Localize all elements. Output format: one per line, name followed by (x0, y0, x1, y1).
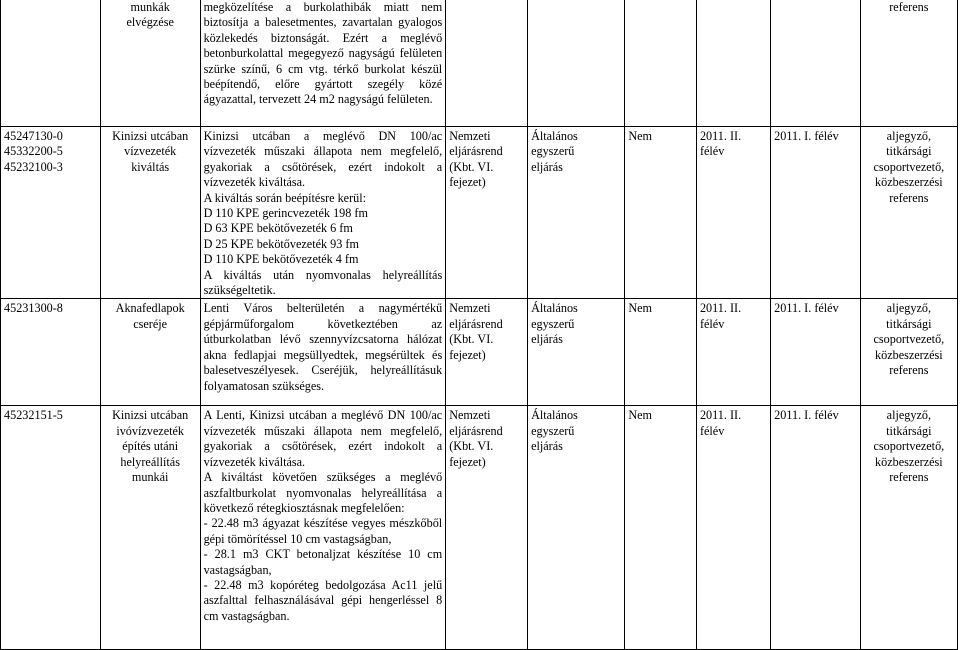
cell-text: 45231300-8 (4, 301, 63, 316)
cell-text: ivóvízvezeték (116, 423, 185, 438)
description-cell (200, 0, 446, 127)
cell-text: eljárás (531, 159, 563, 174)
start-period-cell (696, 0, 770, 127)
procedure-type-cell (528, 299, 625, 406)
cell-text: csoportvezető, (873, 439, 945, 454)
cell-text: közbeszerzési (875, 347, 943, 362)
procedure-type-cell (528, 127, 625, 299)
cell-text: (Kbt. VI. (449, 439, 494, 454)
cell-text: (Kbt. VI. (449, 332, 494, 347)
responsible-cell (860, 406, 957, 650)
cell-text: 45247130-0 (4, 129, 63, 143)
end-period-cell (771, 0, 861, 127)
cell-text: helyreállítás (120, 454, 180, 469)
cell-text: Nem (628, 301, 653, 316)
description-cell (200, 127, 446, 299)
cell-text: Általános (531, 301, 578, 316)
cell-text: közbeszerzési (875, 454, 943, 469)
cell-text: Nemzeti (449, 129, 491, 143)
cpv-code-cell (1, 299, 101, 406)
cell-text: - 28.1 m3 CKT betonaljzat készítése 10 cm vastagságban, (203, 547, 443, 577)
table-row (1, 0, 958, 127)
cell-text: 2011. II. félév (699, 408, 742, 438)
cell-text: munkák (130, 0, 170, 14)
cell-text: egyszerű (531, 423, 575, 438)
end-period-cell (771, 127, 861, 299)
cell-text: aljegyző, (886, 408, 932, 423)
cell-text: Kinizsi utcában (112, 408, 189, 423)
end-period-cell (771, 406, 861, 650)
cell-text: - 22.48 m3 kopóréteg bedolgozása Ac11 jelű aszfalttal felhasználásával gépi hengerléssel 8 cm vastagságban. (203, 577, 443, 623)
procedure-rule-cell (446, 406, 528, 650)
cpv-code-cell (1, 0, 101, 127)
cell-text: építés utáni (122, 439, 179, 454)
cell-text: fejezet) (449, 175, 486, 190)
start-period-cell (696, 127, 770, 299)
cell-text: aljegyző, (886, 301, 932, 316)
eu-flag-cell (625, 127, 697, 299)
cell-text: A kiváltás után nyomvonalas helyreállítás szükségeltetik. (203, 267, 443, 298)
cell-text: közbeszerzési (875, 175, 943, 190)
item-name-cell (100, 406, 200, 650)
cell-text: eljárás (531, 332, 563, 347)
cpv-code-cell (1, 406, 101, 650)
start-period-cell (696, 299, 770, 406)
eu-flag-cell (625, 406, 697, 650)
cell-text: Lenti Város belterületén a nagymértékű gépjárműforgalom következtében az útburkolatban lévő szennyvízcsatorna hálózat akna fedlapjai megsüllyedtek, megsérültek és balesetveszélyesek. Cseréjük, helyreállításuk folyamatosan szükséges. (203, 301, 443, 393)
cell-text: 45332200-5 (4, 144, 63, 159)
cell-text: csoportvezető, (873, 159, 945, 174)
start-period-cell (696, 406, 770, 650)
cell-text: referens (889, 190, 929, 205)
cell-text: fejezet) (449, 347, 486, 362)
cell-text: Nemzeti (449, 301, 491, 316)
cell-text: A Lenti, Kinizsi utcában a meglévő DN 100/ac vízvezeték műszaki állapota nem megfelelő, gyakoriak a csőtörések, ezért indokolt a vízvezeték kiváltása. (203, 408, 443, 469)
cpv-code-cell (1, 127, 101, 299)
cell-text: egyszerű (531, 144, 575, 159)
cell-text: titkársági (886, 144, 932, 159)
cell-text: D 25 KPE bekötővezeték 93 fm (203, 236, 359, 251)
table-row (1, 127, 958, 299)
cell-text: aljegyző, (886, 129, 932, 143)
responsible-cell (860, 0, 957, 127)
cell-text: cseréje (133, 316, 168, 331)
cell-text: - 22.48 m3 ágyazat készítése vegyes mészkőből gépi tömörítéssel 10 cm vastagságban, (203, 516, 443, 546)
cell-text: D 63 KPE bekötővezeték 6 fm (203, 221, 353, 236)
cell-text: D 110 KPE bekötővezeték 4 fm (203, 252, 359, 267)
end-period-cell (771, 299, 861, 406)
cell-text: A kiváltást követően szükséges a meglévő aszfaltburkolat nyomvonalas helyreállítása a következő rétegkiosztásnak megfelelően: (203, 470, 443, 515)
responsible-cell (860, 299, 957, 406)
item-name-cell (100, 127, 200, 299)
cell-text: fejezet) (449, 454, 486, 469)
cell-text: 2011. II. félév (699, 301, 742, 331)
item-name-cell (100, 0, 200, 127)
cell-text: eljárásrend (449, 423, 503, 438)
cell-text: 2011. I. félév (774, 408, 839, 423)
cell-text: referens (889, 0, 929, 14)
cell-text: A kiváltás során beépítésre kerül: (203, 190, 367, 205)
cell-text: csoportvezető, (873, 332, 945, 347)
cell-text: Nem (628, 129, 653, 143)
cell-text: 2011. II. félév (699, 129, 742, 159)
cell-text: Nem (628, 408, 653, 423)
cell-text: eljárásrend (449, 144, 503, 159)
cell-text: kiváltás (131, 159, 170, 174)
cell-text: Aknafedlapok (115, 301, 185, 316)
procedure-rule-cell (446, 299, 528, 406)
table-row (1, 299, 958, 406)
cell-text: Nemzeti (449, 408, 491, 423)
description-cell (200, 299, 446, 406)
procedure-type-cell (528, 0, 625, 127)
item-name-cell (100, 299, 200, 406)
cell-text: eljárás (531, 439, 563, 454)
cell-text: Általános (531, 408, 578, 423)
cell-text: 45232100-3 (4, 159, 63, 174)
cell-text: 45232151-5 (4, 408, 63, 423)
cell-text: munkái (131, 470, 169, 485)
cell-text: eljárásrend (449, 316, 503, 331)
cell-text: megközelítése a burkolathibák miatt nem biztosítja a balesetmentes, zavartalan gyalogos közlekedés biztonságát. Ezért a meglévő betonburkolattal megegyező nagyságú felületen szürke színű, 6 cm vtg. térkő burkolat készül beépítendő, előre gyártott szegély közé ágyazattal, tervezett 24 m2 nagyságú felületen. (203, 0, 443, 107)
table-row (1, 406, 958, 650)
cell-text: elvégzése (126, 15, 174, 30)
cell-text: egyszerű (531, 316, 575, 331)
cell-text: titkársági (886, 316, 932, 331)
procedure-type-cell (528, 406, 625, 650)
cell-text: referens (889, 363, 929, 378)
cell-text: (Kbt. VI. (449, 159, 494, 174)
cell-text: 2011. I. félév (774, 301, 839, 316)
procedure-rule-cell (446, 127, 528, 299)
responsible-cell (860, 127, 957, 299)
cell-text: D 110 KPE gerincvezeték 198 fm (203, 206, 368, 221)
procedure-rule-cell (446, 0, 528, 127)
cell-text: Kinizsi utcában a meglévő DN 100/ac vízvezeték műszaki állapota nem megfelelő, gyakoriak a csőtörések, ezért indokolt a vízvezeték kiváltása. (203, 129, 443, 190)
cell-text: Kinizsi utcában (112, 129, 189, 143)
description-cell (200, 406, 446, 650)
cell-text: 2011. I. félév (774, 129, 839, 143)
eu-flag-cell (625, 299, 697, 406)
cell-text: referens (889, 470, 929, 485)
cell-text: vízvezeték (124, 144, 177, 159)
cell-text: Általános (531, 129, 578, 143)
cell-text: titkársági (886, 423, 932, 438)
eu-flag-cell (625, 0, 697, 127)
